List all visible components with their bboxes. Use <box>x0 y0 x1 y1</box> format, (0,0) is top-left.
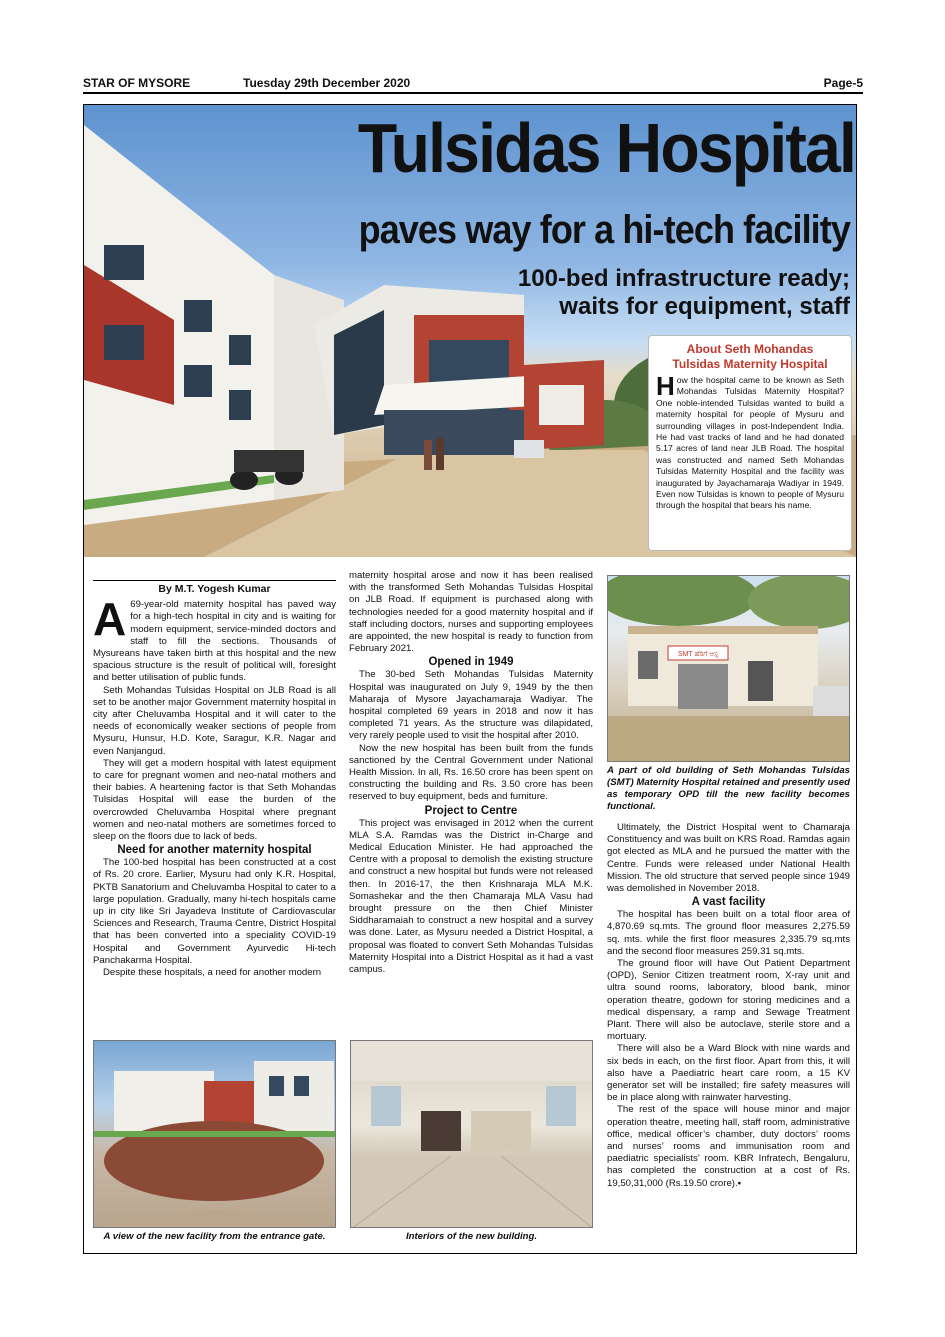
paragraph: The 100-bed hospital has been constructed at a cost of Rs. 20 crore. Earlier, Mysuru had only K.R. Hospital, PKTB Sanatorium and Cheluvamba Hospital to cater to a large population. Gradually, many hi-tech hospitals came up in city like Sri Jayadeva Institute of Cardiovascular Sciences and Research, Trauma Centre, District Hospital that has been converted into a speciality COVID-19 Hospital and Government Ayurvedic Hi-tech Panchakarma Hospital. <box>93 857 336 966</box>
headline: Tulsidas Hospital <box>357 109 855 187</box>
sidebar-about <box>648 335 852 551</box>
article-dropcap: A <box>93 593 127 646</box>
issue-date: Tuesday 29th December 2020 <box>243 76 411 90</box>
subheading-opened: Opened in 1949 <box>428 656 514 669</box>
paragraph: Ultimately, the District Hospital went to Chamaraja Constituency and was built on KRS Road. Ramdas again got elected as MLA and he pursued the matter with the Centre. Funds were released under National Health Mission. The old structure that served people since 1949 was demolished in November 2018. <box>607 822 850 895</box>
paragraph: The rest of the space will house minor and major operation theatre, meeting hall, staff room, administrative office, medical officer’s chamber, duty doctors’ rooms and nurses’ rooms and immunisation room and paediatric specialists’ room. KBR Infratech, Bengaluru, has completed the construction at a cost of Rs. 19,50,31,000 (Rs.19.50 crore).▪ <box>607 1104 850 1189</box>
entrance-photo <box>93 1040 336 1228</box>
paragraph: The hospital has been built on a total floor area of 4,870.69 sq.mts. The ground floor measures 2,275.59 sq. mts. while the first floor measures 2,335.79 sq.mts and the second floor measures 259.31 sq.mts. <box>607 909 850 957</box>
masthead-rule <box>83 92 863 94</box>
lead-paragraph <box>93 593 336 684</box>
article-column-3 <box>607 822 850 1190</box>
paragraph: maternity hospital arose and now it has been realised with the transformed Seth Mohandas Tulsidas Hospital on JLB Road. If equipment is purchased along with technologies needed for a good maternity hospital and if staff including doctors, nurses and supporting employees are appointed, the new hospital is ready to function from February 2021. <box>349 570 593 655</box>
sidebar-title-line-2: Tulsidas Maternity Hospital <box>672 357 828 371</box>
old-building-photo <box>607 575 850 762</box>
subheading-centre: Project to Centre <box>424 804 518 817</box>
paragraph: The ground floor will have Out Patient Department (OPD), Senior Citizen treatment room, X-ray unit and ultra sound rooms, laboratory, blood bank, minor operation theatre, godown for storing medicines and a medical dispensary, a ramp and Sewage Treatment Plant. There will also be autoclave, sterile store and a mortuary. <box>607 958 850 1043</box>
paragraph: Despite these hospitals, a need for another modern <box>103 967 322 979</box>
paragraph: Seth Mohandas Tulsidas Hospital on JLB Road is all set to be another major Government maternity hospital in city after Cheluvamba Hospital and it will cater to the needs of economically weaker sections of people from Mysuru, Hunsur, H.D. Kote, Saragur, K.R. Nagar and even Nanjangud. <box>93 684 336 757</box>
subheadline: paves way for a hi-tech facility <box>358 208 850 252</box>
sidebar-body <box>656 371 844 512</box>
article-column-1 <box>93 580 336 979</box>
caption-interiors: Interiors of the new building. <box>405 1231 538 1242</box>
sidebar-title-line-1: About Seth Mohandas <box>686 342 814 356</box>
page-number: Page-5 <box>823 76 863 90</box>
byline: By M.T. Yogesh Kumar <box>93 580 336 595</box>
sidebar-dropcap: H <box>656 371 675 401</box>
deck <box>430 265 850 321</box>
sidebar-text: ow the hospital came to be known as Seth Mohandas Tulsidas Maternity Hospital? One noble-intended Tulsidas wanted to build a maternity hospital for people of Mysuru and surrounding villages in post-Independent India. He had vast tracks of land and he had donated 5.17 acres of land near JLB Road. The hospital was constructed and named Seth Mohandas Tulsidas Maternity Hospital and the facility was inaugurated by Jayachamaraja Wadiyar in 1949. Even now Tulsidas is known to people of Mysuru through the hospital that bears his name. <box>656 375 844 511</box>
caption-entrance: A view of the new facility from the entrance gate. <box>103 1231 326 1242</box>
paragraph: This project was envisaged in 2012 when the current MLA S.A. Ramdas was the District in-Charge and Medical Education Minister. He had approached the Centre with a proposal to demolish the existing structure and construct a new hospital but funds were not released then. In 2016-17, the then Krishnaraja MLA M.K. Somashekar and the then Chamaraja MLA Vasu had brought pressure on the then Chief Minister Siddharamaiah to construct a new hospital and a survey was done. Later, as Mysuru needed a District Hospital, a proposal was floated to convert Seth Mohandas Tulsidas Maternity Hospital into a District Hospital as it had a vast campus. <box>349 817 593 976</box>
paragraph: There will also be a Ward Block with nine wards and six beds in each, on the first floor. Apart from this, it will also have a Paediatric heart care room, a 15 KV generator set will be installed; fire safety measures will be in place along with rainwater harvesting. <box>607 1043 850 1104</box>
caption-old-building: A part of old building of Seth Mohandas Tulsidas (SMT) Maternity Hospital retained and presently used as temporary OPD till the new facility becomes functional. <box>607 765 850 812</box>
paragraph: Now the new hospital has been built from the funds sanctioned by the Central Government under National Health Mission. In all, Rs. 16.50 crore has been spent on constructing the building and Rs. 3.50 crore has been reserved to buy equipment, beds and furniture. <box>349 742 593 803</box>
publication-name: STAR OF MYSORE <box>83 76 191 90</box>
masthead <box>83 76 863 92</box>
interiors-photo <box>350 1040 593 1228</box>
sidebar-title <box>656 342 844 372</box>
signboard-text: SMT ಹೆರಿಗೆ ಆಸ್ಪ <box>677 651 719 658</box>
deck-line-1: 100-bed infrastructure ready; <box>517 265 850 292</box>
article-column-2 <box>349 570 593 976</box>
paragraph: The 30-bed Seth Mohandas Tulsidas Maternity Hospital was inaugurated on July 9, 1949 by the then Maharaja of Mysore Jayachamaraja Wadiyar. The hospital completed 69 years in 2018 and now it has completed 71 years. As the structure was dilapidated, very rarely people used to visit the hospital after 2010. <box>349 669 593 742</box>
paragraph: They will get a modern hospital with latest equipment to care for pregnant women and neo-natal mothers and their babies. A heartening factor is that Seth Mohandas Tulsidas Hospital will ease the burden of the overcrowded Cheluvamba Hospital where pregnant women and neo-natal mothers are sometimes forced to sleep on the floors due to lack of beds. <box>93 757 336 843</box>
deck-line-2: waits for equipment, staff <box>559 293 850 320</box>
subheading-vast: A vast facility <box>691 896 766 909</box>
subheading-need: Need for another maternity hospital <box>117 844 312 857</box>
lead-text: 69-year-old maternity hospital has paved way for a high-tech hospital in city and is waiting for modern equipment, service-minded doctors and staff to fill the sections. Thousands of Mysureans have taken birth at this hospital and the new spacious structure is the result of political will, foresight and better utilisation of public funds. <box>93 599 336 684</box>
